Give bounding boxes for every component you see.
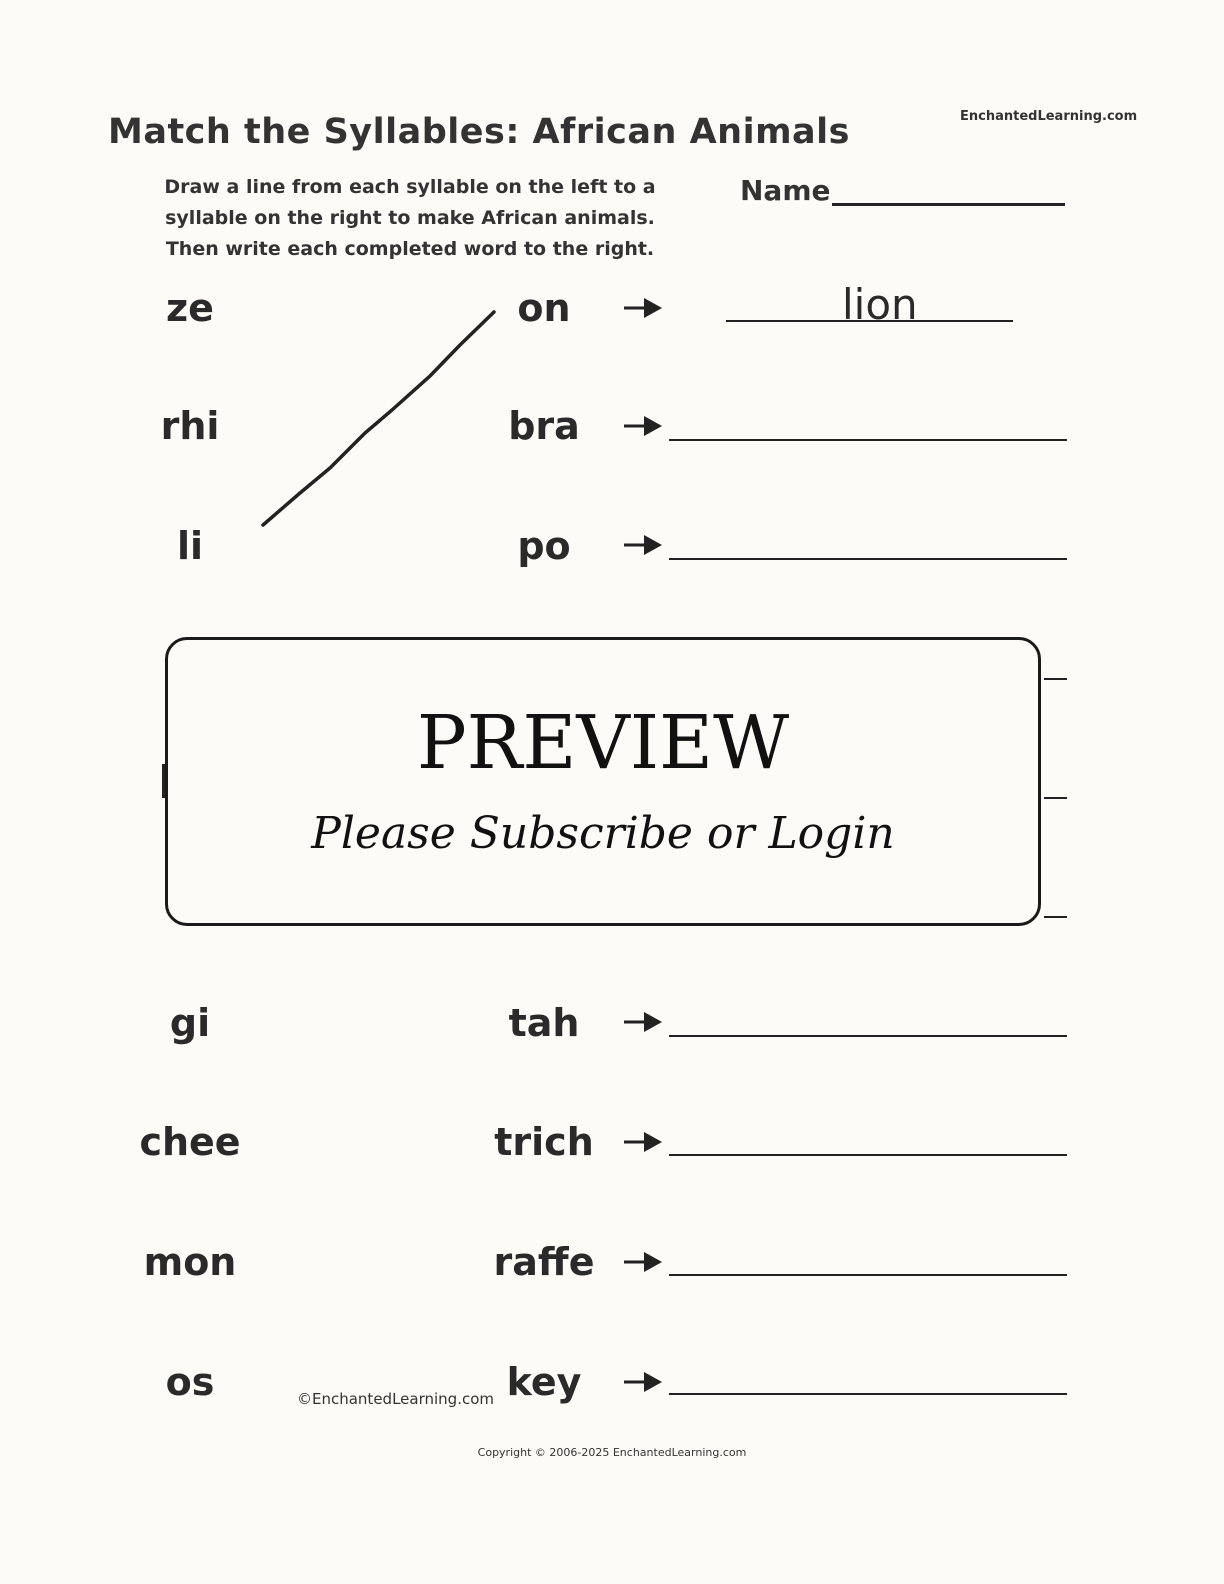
right-syllable: bra <box>508 404 580 448</box>
right-arrow-icon <box>622 1370 664 1394</box>
instruction-line: Draw a line from each syllable on the left to a <box>164 176 656 198</box>
right-syllable: on <box>517 286 571 330</box>
answer-line-stub <box>1044 678 1067 680</box>
left-syllable: li <box>176 524 204 568</box>
right-syllable: tah <box>508 1001 580 1045</box>
right-arrow-icon <box>622 296 664 320</box>
copyright-watermark: ©EnchantedLearning.com <box>297 1390 494 1408</box>
instructions <box>130 172 690 265</box>
right-arrow-icon <box>622 414 664 438</box>
right-syllable: raffe <box>493 1240 595 1284</box>
footer-copyright: Copyright © 2006-2025 EnchantedLearning.com <box>477 1446 747 1459</box>
right-syllable: po <box>517 524 571 568</box>
left-syllable: ze <box>166 286 214 330</box>
answer-line[interactable] <box>669 558 1067 560</box>
left-syllable: chee <box>139 1120 241 1164</box>
name-field-line[interactable] <box>832 203 1065 206</box>
right-arrow-icon <box>622 1010 664 1034</box>
instruction-line: syllable on the right to make African animals. <box>165 207 655 229</box>
answer-line[interactable] <box>669 1154 1067 1156</box>
instruction-line: Then write each completed word to the right. <box>165 238 655 260</box>
right-arrow-icon <box>622 1130 664 1154</box>
name-label: Name <box>740 174 831 207</box>
page-title: Match the Syllables: African Animals <box>108 112 850 152</box>
answer-line[interactable] <box>669 1393 1067 1395</box>
answer-line[interactable] <box>669 439 1067 441</box>
site-name: EnchantedLearning.com <box>960 109 1138 124</box>
left-syllable: os <box>165 1360 215 1404</box>
left-syllable: mon <box>143 1240 237 1284</box>
left-syllable: rhi <box>160 404 220 448</box>
answer-line[interactable] <box>669 1274 1067 1276</box>
preview-overlay[interactable] <box>165 637 1041 926</box>
right-arrow-icon <box>622 1250 664 1274</box>
answer-line-stub <box>1044 797 1067 799</box>
answer-line[interactable] <box>669 1035 1067 1037</box>
example-answer: lion <box>842 280 918 329</box>
preview-title: PREVIEW <box>416 700 790 786</box>
right-arrow-icon <box>622 533 664 557</box>
left-syllable: gi <box>169 1001 211 1045</box>
subscribe-login-prompt[interactable]: Please Subscribe or Login <box>311 808 895 859</box>
answer-line-stub <box>1044 916 1067 918</box>
right-syllable: key <box>506 1360 582 1404</box>
right-syllable: trich <box>494 1120 594 1164</box>
